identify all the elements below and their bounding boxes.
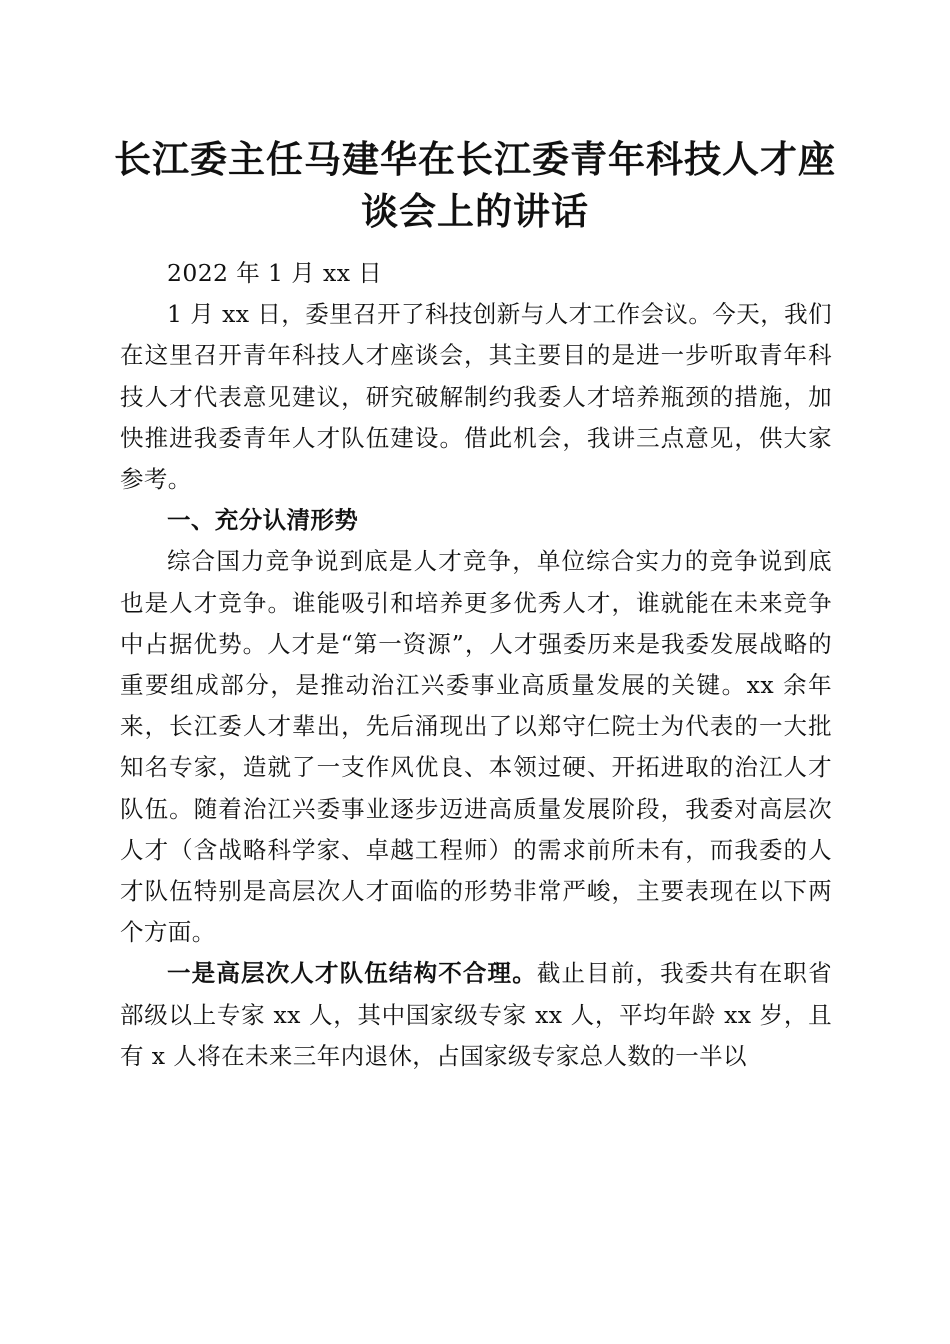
document-body <box>120 253 832 1077</box>
point-1-paragraph <box>120 953 832 1077</box>
date-line: 2022 年 1 月 xx 日 <box>167 259 383 287</box>
document-title: 长江委主任马建华在长江委青年科技人才座谈会上的讲话 <box>114 137 836 233</box>
section-heading-1: 一、充分认清形势 <box>167 506 359 535</box>
point-1-text: 截止目前，我委共有在职省部级以上专家 xx 人，其中国家级专家 xx 人，平均年龄 xx 岁，且有 x 人将在未来三年内退休，占国家级专家总人数的一半以 <box>120 959 832 1070</box>
section-1-paragraph: 综合国力竞争说到底是人才竞争，单位综合实力的竞争说到底也是人才竞争。谁能吸引和培养更多优秀人才，谁就能在未来竞争中占据优势。人才是“第一资源”，人才强委历来是我委发展战略的重要组成部分，是推动治江兴委事业高质量发展的关键。xx 余年来，长江委人才辈出，先后涌现出了以郑守仁院士为代表的一大批知名专家，造就了一支作风优良、本领过硬、开拓进取的治江人才队伍。随着治江兴委事业逐步迈进高质量发展阶段，我委对高层次人才（含战略科学家、卓越工程师）的需求前所未有，而我委的人才队伍特别是高层次人才面临的形势非常严峻，主要表现在以下两个方面。 <box>120 547 832 947</box>
point-1-lead: 一是高层次人才队伍结构不合理。 <box>167 959 537 988</box>
intro-paragraph: 1 月 xx 日，委里召开了科技创新与人才工作会议。今天，我们在这里召开青年科技人才座谈会，其主要目的是进一步听取青年科技人才代表意见建议，研究破解制约我委人才培养瓶颈的措施，加快推进我委青年人才队伍建设。借此机会，我讲三点意见，供大家参考。 <box>120 300 832 494</box>
